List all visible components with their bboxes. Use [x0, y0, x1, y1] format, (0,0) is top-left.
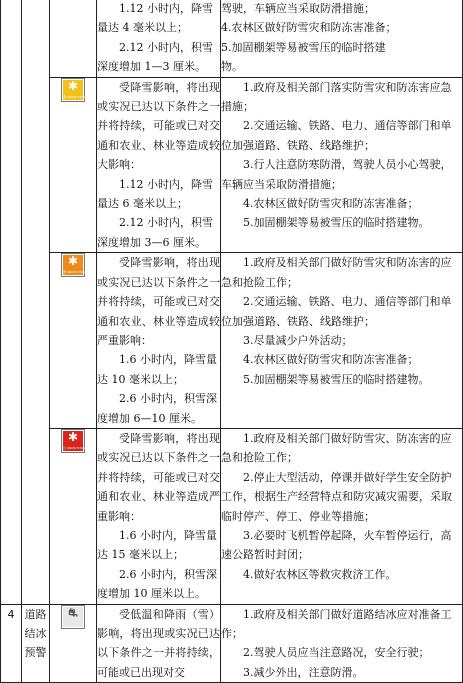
snow-orange-warning-icon	[61, 253, 89, 277]
desc-line: 2.12 小时内，积雪	[119, 216, 213, 230]
measure-line: 5.加固棚架等易被雪压的临时搭建	[221, 40, 386, 54]
measure-item: 1.政府及相关部门做好防雪灾、防冻害的应急和抢险工作；	[221, 431, 452, 465]
measure-item: 2.驾驶人员应当注意路况，安全行驶；	[243, 646, 430, 660]
measure-item: 3.行人注意防寒防滑，驾驶人员小心驾驶，车辆应当采取防滑措施；	[221, 158, 452, 191]
snow-red-warning-icon	[61, 429, 89, 453]
sign-top: ⛐	[63, 607, 83, 621]
row-snow-blue	[1, 0, 463, 77]
measure-item: 2.交通运输、铁路、电力、通信等部门和单位加强道路、铁路、线路维护；	[221, 119, 452, 152]
row-snow-red	[1, 428, 463, 604]
measures-cell	[221, 77, 463, 253]
snow-yellow-warning-icon	[61, 78, 89, 102]
desc-intro: 受降雪影响，将出现或实况已达以下条件之一并将持续，可能或已对交通和农业、林业等造成严重影响：	[97, 431, 220, 523]
desc-line: 1.6 小时内，降雪量	[119, 528, 217, 542]
row-snow-yellow	[1, 77, 463, 253]
sign-top: ✱	[63, 431, 83, 445]
desc-line: 1.6 小时内，降雪量	[119, 353, 217, 367]
desc-line: 达 10 毫米以上；	[97, 372, 184, 386]
measure-line: 驾驶，车辆应当采取防滑措施；	[221, 2, 375, 15]
description-cell	[97, 604, 221, 683]
measure-item: 2.交通运输、铁路、电力、通信等部门和单位加强道路、铁路、线路维护；	[221, 295, 452, 328]
desc-line: 2.6 小时内，积雪深	[119, 392, 217, 406]
row-snow-orange	[1, 253, 463, 429]
measures-cell	[221, 253, 463, 429]
measures-cell	[221, 604, 463, 683]
measure-item: 1.政府及相关部门落实防雪灾和防冻害应急措施；	[221, 80, 452, 114]
category-cell	[22, 0, 50, 604]
measure-item: 4.做好农林区等救灾救济工作。	[243, 567, 397, 581]
row-road-icing	[1, 604, 463, 683]
measure-item: 1.政府及相关部门做好防雪灾和防冻害的应急和抢险工作；	[221, 256, 452, 289]
description-cell	[97, 253, 221, 429]
desc-intro: 受降雪影响，将出现或实况已达以下条件之一并将持续，可能或已对交通和农业、林业等造成较大影响：	[97, 80, 220, 172]
icon-cell	[50, 253, 97, 429]
category-cell	[22, 604, 50, 683]
desc-line: 1.12 小时内，降雪	[119, 177, 213, 191]
icon-cell	[50, 77, 97, 253]
desc-line: 深度增加 3—6 厘米。	[97, 235, 206, 249]
icon-cell	[50, 0, 97, 77]
measure-item: 4.农林区做好防雪灾和防冻害准备；	[243, 353, 419, 367]
measure-item: 2.停止大型活动，停课并做好学生安全防护工作，根据生产经营特点和防灾减灾需要，采取临时停产、停工、停业等措施；	[221, 470, 452, 523]
desc-text: 受低温和降雨（雪）影响，将出现或实况已达以下条件之一并将持续，可能或已出现对交	[97, 607, 220, 679]
desc-line: 度增加 6—10 厘米。	[97, 411, 202, 425]
category-line: 预警	[24, 646, 47, 660]
measures-cell	[221, 428, 463, 604]
measure-item: 3.减少外出，注意防滑。	[243, 665, 364, 679]
sign-bottom: 红 SNOW STORM	[63, 445, 89, 450]
measure-item: 5.加固棚架等易被雪压的临时搭建物。	[243, 216, 430, 230]
row-number-cell	[1, 604, 22, 683]
measure-item: 1.政府及相关部门做好道路结冰应对准备工作；	[221, 607, 452, 640]
sign-bottom: 橙 SNOW STORM	[63, 270, 89, 275]
measure-item: 3.尽量减少户外活动；	[243, 333, 353, 347]
measure-item: 4.农林区做好防雪灾和防冻害准备；	[243, 197, 419, 211]
measures-cell	[221, 0, 463, 77]
desc-intro: 受降雪影响，将出现或实况已达以下条件之一并将持续，可能或已对交通和农业、林业等造成较严重影响：	[97, 256, 220, 347]
icon-cell	[50, 428, 97, 604]
row-number: 4	[7, 607, 15, 621]
desc-line: 1.12 小时内，降雪	[119, 2, 213, 15]
description-cell	[97, 77, 221, 253]
measure-item: 3.必要时飞机暂停起降，火车暂停运行，高速公路暂时封闭；	[221, 528, 452, 562]
row-number-cell	[1, 0, 22, 604]
category-line: 结冰	[24, 627, 47, 640]
road-icing-warning-icon	[61, 605, 85, 629]
desc-line: 达 15 毫米以上；	[97, 548, 184, 562]
icon-cell	[50, 604, 97, 683]
sign-bottom	[63, 621, 83, 627]
sign-top: ✱	[63, 255, 83, 269]
desc-line: 深度增加 1—3 厘米。	[97, 60, 206, 74]
description-cell	[97, 0, 221, 77]
measure-line: 物。	[221, 60, 243, 74]
sign-top: ✱	[63, 80, 83, 94]
description-cell	[97, 428, 221, 604]
measure-line: 4.农林区做好防雪灾和防冻害准备；	[221, 21, 397, 35]
desc-line: 量达 6 毫米以上；	[97, 197, 188, 211]
desc-line: 2.6 小时内，积雪深	[119, 567, 217, 581]
desc-line: 量达 4 毫米以上；	[97, 21, 188, 35]
desc-line: 2.12 小时内，积雪	[119, 40, 213, 54]
category-line: 道路	[24, 607, 47, 621]
measure-item: 5.加固棚架等易被雪压的临时搭建物。	[243, 372, 430, 386]
desc-line: 度增加 10 厘米以上。	[97, 587, 206, 601]
sign-bottom: 黄 SNOW STORM	[63, 94, 89, 99]
